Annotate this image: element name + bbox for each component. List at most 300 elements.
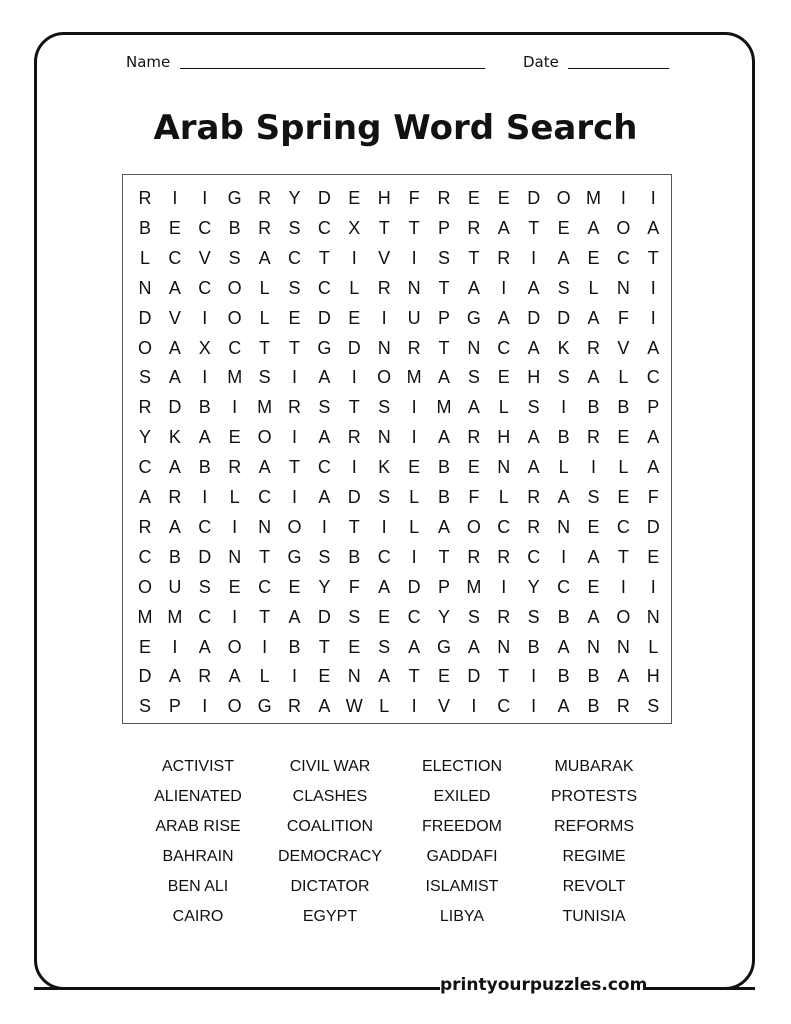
grid-letter[interactable]: A — [557, 247, 570, 268]
grid-letter[interactable]: I — [411, 247, 417, 268]
grid-letter[interactable]: E — [497, 367, 510, 388]
grid-letter[interactable]: M — [227, 367, 243, 388]
grid-letter[interactable]: R — [497, 247, 511, 268]
grid-letter[interactable]: E — [378, 606, 391, 627]
grid-letter[interactable]: F — [617, 307, 629, 328]
grid-letter[interactable]: E — [318, 666, 331, 687]
grid-letter[interactable]: C — [377, 546, 391, 567]
grid-letter[interactable]: M — [406, 367, 422, 388]
grid-letter[interactable]: S — [557, 277, 570, 298]
grid-letter[interactable]: L — [259, 666, 270, 687]
grid-letter[interactable]: A — [527, 457, 540, 478]
grid-letter[interactable]: L — [498, 487, 509, 507]
grid-letter[interactable]: I — [351, 247, 357, 268]
grid-letter[interactable]: D — [317, 188, 331, 208]
grid-letter[interactable]: O — [616, 217, 631, 238]
grid-letter[interactable]: G — [227, 188, 242, 208]
grid-letter[interactable]: I — [232, 397, 238, 418]
grid-letter[interactable]: D — [168, 397, 182, 418]
grid-letter[interactable]: O — [227, 277, 242, 298]
grid-letter[interactable]: D — [527, 307, 541, 328]
grid-letter[interactable]: C — [616, 247, 630, 268]
grid-letter[interactable]: T — [468, 247, 480, 268]
grid-letter[interactable]: R — [587, 337, 600, 358]
grid-letter[interactable]: U — [407, 307, 421, 328]
grid-letter[interactable]: D — [557, 307, 571, 328]
grid-letter[interactable]: B — [168, 546, 181, 567]
grid-letter[interactable]: O — [466, 516, 481, 537]
grid-letter[interactable]: V — [617, 337, 630, 358]
grid-letter[interactable]: N — [377, 427, 391, 448]
grid-letter[interactable]: I — [202, 307, 208, 328]
grid-letter[interactable]: A — [497, 307, 510, 328]
grid-letter[interactable]: E — [587, 516, 600, 537]
grid-letter[interactable]: T — [378, 217, 390, 238]
grid-letter[interactable]: D — [317, 606, 331, 627]
grid-letter[interactable]: C — [288, 247, 301, 268]
grid-letter[interactable]: A — [467, 277, 480, 298]
grid-letter[interactable]: S — [318, 397, 331, 418]
grid-letter[interactable]: O — [616, 606, 631, 627]
grid-letter[interactable]: I — [262, 636, 268, 657]
grid-letter[interactable]: R — [407, 337, 421, 358]
grid-letter[interactable]: A — [647, 427, 660, 448]
grid-letter[interactable]: X — [198, 337, 211, 358]
grid-letter[interactable]: E — [647, 546, 660, 567]
grid-letter[interactable]: E — [228, 427, 241, 448]
grid-letter[interactable]: A — [168, 457, 181, 478]
grid-letter[interactable]: V — [168, 307, 181, 328]
grid-letter[interactable]: T — [408, 666, 420, 687]
grid-letter[interactable]: A — [408, 636, 421, 657]
grid-letter[interactable]: E — [228, 576, 241, 597]
grid-letter[interactable]: I — [351, 457, 357, 478]
grid-letter[interactable]: N — [258, 516, 272, 537]
grid-letter[interactable]: E — [138, 636, 151, 657]
grid-letter[interactable]: A — [557, 636, 570, 657]
grid-letter[interactable]: C — [168, 247, 182, 268]
grid-letter[interactable]: C — [258, 576, 272, 597]
grid-letter[interactable]: T — [528, 217, 540, 238]
grid-letter[interactable]: O — [257, 427, 272, 448]
name-line[interactable] — [180, 68, 485, 69]
grid-letter[interactable]: B — [198, 457, 211, 478]
grid-letter[interactable]: P — [437, 307, 450, 328]
grid-letter[interactable]: T — [348, 516, 360, 537]
grid-letter[interactable]: Y — [288, 188, 301, 208]
grid-letter[interactable]: A — [168, 666, 181, 687]
grid-letter[interactable]: I — [202, 188, 208, 208]
grid-letter[interactable]: A — [587, 307, 600, 328]
grid-letter[interactable]: L — [618, 457, 629, 478]
grid-letter[interactable]: A — [288, 606, 301, 627]
grid-letter[interactable]: I — [411, 546, 417, 567]
grid-letter[interactable]: A — [228, 666, 241, 687]
grid-letter[interactable]: T — [348, 397, 360, 418]
grid-letter[interactable]: C — [138, 457, 152, 478]
grid-letter[interactable]: E — [437, 666, 450, 687]
grid-letter[interactable]: S — [647, 696, 660, 717]
grid-letter[interactable]: O — [377, 367, 392, 388]
grid-letter[interactable]: I — [202, 487, 208, 507]
grid-letter[interactable]: I — [381, 307, 387, 328]
grid-letter[interactable]: A — [258, 457, 271, 478]
grid-letter[interactable]: A — [557, 696, 570, 717]
grid-letter[interactable]: I — [172, 636, 178, 657]
grid-letter[interactable]: A — [318, 427, 331, 448]
grid-letter[interactable]: B — [228, 217, 241, 238]
grid-letter[interactable]: L — [498, 397, 509, 418]
grid-letter[interactable]: E — [467, 457, 480, 478]
date-line[interactable] — [568, 68, 669, 69]
grid-letter[interactable]: E — [408, 457, 421, 478]
grid-letter[interactable]: F — [408, 188, 420, 208]
grid-letter[interactable]: E — [617, 427, 630, 448]
grid-letter[interactable]: V — [198, 247, 211, 268]
grid-letter[interactable]: B — [348, 546, 361, 567]
grid-letter[interactable]: O — [287, 516, 302, 537]
grid-letter[interactable]: I — [411, 696, 417, 717]
grid-letter[interactable]: S — [527, 606, 540, 627]
grid-letter[interactable]: A — [258, 247, 271, 268]
grid-letter[interactable]: D — [317, 307, 331, 328]
grid-letter[interactable]: D — [347, 487, 361, 507]
grid-letter[interactable]: L — [379, 696, 390, 717]
grid-letter[interactable]: R — [497, 546, 511, 567]
grid-letter[interactable]: R — [198, 666, 212, 687]
grid-letter[interactable]: M — [257, 397, 273, 418]
grid-letter[interactable]: I — [501, 576, 507, 597]
grid-letter[interactable]: N — [407, 277, 421, 298]
grid-letter[interactable]: N — [497, 636, 511, 657]
grid-letter[interactable]: G — [436, 636, 451, 657]
grid-letter[interactable]: E — [497, 188, 510, 208]
grid-letter[interactable]: B — [617, 397, 630, 418]
grid-letter[interactable]: R — [467, 546, 481, 567]
grid-letter[interactable]: S — [288, 217, 301, 238]
grid-letter[interactable]: M — [137, 606, 153, 627]
grid-letter[interactable]: P — [437, 576, 450, 597]
grid-letter[interactable]: I — [620, 576, 626, 597]
grid-letter[interactable]: A — [557, 487, 570, 507]
grid-letter[interactable]: S — [527, 397, 540, 418]
grid-letter[interactable]: K — [378, 457, 391, 478]
grid-letter[interactable]: E — [587, 247, 600, 268]
grid-letter[interactable]: R — [587, 427, 600, 448]
grid-letter[interactable]: P — [647, 397, 660, 418]
grid-letter[interactable]: L — [259, 277, 270, 298]
grid-letter[interactable]: T — [318, 636, 330, 657]
grid-letter[interactable]: D — [527, 188, 541, 208]
grid-letter[interactable]: S — [318, 546, 331, 567]
grid-letter[interactable]: R — [138, 516, 152, 537]
grid-letter[interactable]: R — [467, 427, 481, 448]
grid-letter[interactable]: M — [586, 188, 601, 208]
grid-letter[interactable]: L — [349, 277, 360, 298]
grid-letter[interactable]: S — [587, 487, 600, 507]
grid-letter[interactable]: E — [557, 217, 570, 238]
grid-letter[interactable]: L — [259, 307, 270, 328]
grid-letter[interactable]: I — [561, 397, 567, 418]
grid-letter[interactable]: I — [232, 606, 238, 627]
grid-letter[interactable]: D — [347, 337, 361, 358]
grid-letter[interactable]: B — [138, 217, 151, 238]
grid-letter[interactable]: L — [648, 636, 659, 657]
grid-letter[interactable]: G — [317, 337, 332, 358]
grid-letter[interactable]: R — [527, 487, 541, 507]
grid-letter[interactable]: H — [497, 427, 511, 448]
grid-letter[interactable]: R — [138, 397, 152, 418]
grid-letter[interactable]: T — [259, 337, 271, 358]
grid-letter[interactable]: R — [377, 277, 391, 298]
grid-letter[interactable]: A — [198, 427, 211, 448]
grid-letter[interactable]: G — [257, 696, 272, 717]
grid-letter[interactable]: V — [437, 696, 450, 717]
grid-letter[interactable]: A — [168, 337, 181, 358]
grid-letter[interactable]: M — [466, 576, 482, 597]
grid-letter[interactable]: B — [587, 696, 600, 717]
grid-letter[interactable]: F — [348, 576, 360, 597]
grid-letter[interactable]: A — [647, 457, 660, 478]
grid-letter[interactable]: R — [258, 188, 272, 208]
grid-letter[interactable]: C — [497, 337, 511, 358]
grid-letter[interactable]: I — [291, 367, 297, 388]
grid-letter[interactable]: I — [650, 277, 656, 298]
grid-letter[interactable]: N — [557, 516, 571, 537]
grid-letter[interactable]: T — [289, 337, 300, 358]
grid-letter[interactable]: R — [168, 487, 182, 507]
grid-letter[interactable]: I — [531, 696, 537, 717]
grid-letter[interactable]: R — [138, 188, 152, 208]
grid-letter[interactable]: C — [198, 217, 212, 238]
grid-letter[interactable]: I — [202, 367, 208, 388]
grid-letter[interactable]: S — [138, 367, 151, 388]
grid-letter[interactable]: N — [467, 337, 481, 358]
grid-letter[interactable]: N — [497, 457, 511, 478]
grid-letter[interactable]: C — [198, 606, 212, 627]
grid-letter[interactable]: R — [228, 457, 242, 478]
grid-letter[interactable]: B — [557, 427, 570, 448]
grid-letter[interactable]: I — [471, 696, 477, 717]
grid-letter[interactable]: R — [527, 516, 541, 537]
grid-letter[interactable]: N — [228, 546, 242, 567]
grid-letter[interactable]: I — [291, 666, 297, 687]
grid-letter[interactable]: L — [229, 487, 240, 507]
grid-letter[interactable]: D — [407, 576, 421, 597]
grid-letter[interactable]: R — [467, 217, 481, 238]
grid-letter[interactable]: I — [531, 666, 537, 687]
grid-letter[interactable]: C — [646, 367, 660, 388]
grid-letter[interactable]: E — [168, 217, 181, 238]
grid-letter[interactable]: I — [650, 576, 656, 597]
grid-letter[interactable]: C — [317, 217, 331, 238]
grid-letter[interactable]: L — [409, 487, 420, 507]
grid-letter[interactable]: N — [347, 666, 361, 687]
grid-letter[interactable]: A — [617, 666, 630, 687]
grid-letter[interactable]: A — [587, 367, 600, 388]
grid-letter[interactable]: S — [557, 367, 570, 388]
grid-letter[interactable]: P — [168, 696, 181, 717]
grid-letter[interactable]: A — [138, 487, 151, 507]
grid-letter[interactable]: B — [437, 487, 450, 507]
grid-letter[interactable]: O — [227, 696, 242, 717]
grid-letter[interactable]: O — [227, 307, 242, 328]
grid-letter[interactable]: T — [438, 277, 450, 298]
grid-letter[interactable]: C — [258, 487, 272, 507]
grid-letter[interactable]: B — [587, 397, 600, 418]
grid-letter[interactable]: F — [468, 487, 480, 507]
grid-letter[interactable]: A — [467, 397, 480, 418]
grid-letter[interactable]: I — [650, 188, 656, 208]
grid-letter[interactable]: I — [232, 516, 238, 537]
grid-letter[interactable]: A — [378, 576, 391, 597]
grid-letter[interactable]: A — [378, 666, 391, 687]
grid-letter[interactable]: N — [587, 636, 600, 657]
grid-letter[interactable]: I — [411, 427, 417, 448]
grid-letter[interactable]: A — [497, 217, 510, 238]
grid-letter[interactable]: E — [348, 307, 361, 328]
grid-letter[interactable]: A — [318, 696, 331, 717]
grid-letter[interactable]: C — [198, 277, 212, 298]
grid-letter[interactable]: O — [556, 188, 571, 208]
grid-letter[interactable]: N — [377, 337, 391, 358]
grid-letter[interactable]: D — [646, 516, 660, 537]
grid-letter[interactable]: E — [617, 487, 630, 507]
grid-letter[interactable]: T — [647, 247, 659, 268]
grid-letter[interactable]: S — [138, 696, 151, 717]
grid-letter[interactable]: M — [167, 606, 183, 627]
grid-letter[interactable]: G — [466, 307, 481, 328]
grid-letter[interactable]: T — [259, 546, 271, 567]
grid-letter[interactable]: A — [587, 606, 600, 627]
grid-letter[interactable]: D — [198, 546, 212, 567]
grid-letter[interactable]: S — [288, 277, 301, 298]
grid-letter[interactable]: C — [317, 277, 331, 298]
grid-letter[interactable]: I — [172, 188, 178, 208]
grid-letter[interactable]: A — [437, 427, 450, 448]
grid-letter[interactable]: I — [590, 457, 596, 478]
grid-letter[interactable]: B — [527, 636, 540, 657]
grid-letter[interactable]: A — [467, 636, 480, 657]
grid-letter[interactable]: F — [647, 487, 659, 507]
grid-letter[interactable]: C — [497, 696, 511, 717]
grid-letter[interactable]: A — [168, 277, 181, 298]
grid-letter[interactable]: C — [616, 516, 630, 537]
grid-letter[interactable]: I — [650, 307, 656, 328]
grid-letter[interactable]: T — [617, 546, 629, 567]
grid-letter[interactable]: S — [467, 367, 480, 388]
grid-letter[interactable]: L — [409, 516, 420, 537]
grid-letter[interactable]: Y — [318, 576, 331, 597]
grid-letter[interactable]: C — [497, 516, 511, 537]
grid-letter[interactable]: A — [587, 546, 600, 567]
grid-letter[interactable]: C — [198, 516, 212, 537]
grid-letter[interactable]: A — [647, 337, 660, 358]
grid-letter[interactable]: R — [347, 427, 361, 448]
grid-letter[interactable]: S — [378, 487, 391, 507]
grid-letter[interactable]: T — [498, 666, 510, 687]
grid-letter[interactable]: C — [527, 546, 541, 567]
grid-letter[interactable]: I — [291, 487, 297, 507]
grid-letter[interactable]: S — [378, 397, 391, 418]
grid-letter[interactable]: B — [587, 666, 600, 687]
grid-letter[interactable]: I — [321, 516, 327, 537]
grid-letter[interactable]: R — [258, 217, 272, 238]
grid-letter[interactable]: L — [588, 277, 599, 298]
grid-letter[interactable]: E — [348, 636, 361, 657]
grid-letter[interactable]: X — [348, 217, 361, 238]
grid-letter[interactable]: H — [527, 367, 541, 388]
grid-letter[interactable]: S — [198, 576, 211, 597]
grid-letter[interactable]: O — [137, 576, 152, 597]
grid-letter[interactable]: W — [345, 696, 363, 717]
grid-letter[interactable]: E — [467, 188, 480, 208]
grid-letter[interactable]: A — [198, 636, 211, 657]
grid-letter[interactable]: S — [378, 636, 391, 657]
grid-letter[interactable]: R — [437, 188, 451, 208]
grid-letter[interactable]: S — [437, 247, 450, 268]
grid-letter[interactable]: N — [138, 277, 152, 298]
grid-letter[interactable]: B — [557, 666, 570, 687]
grid-letter[interactable]: A — [587, 217, 600, 238]
grid-letter[interactable]: I — [381, 516, 387, 537]
grid-letter[interactable]: C — [138, 546, 152, 567]
grid-letter[interactable]: D — [467, 666, 481, 687]
grid-letter[interactable]: L — [618, 367, 629, 388]
grid-letter[interactable]: P — [437, 217, 450, 238]
grid-letter[interactable]: R — [288, 696, 301, 717]
grid-letter[interactable]: V — [378, 247, 391, 268]
grid-letter[interactable]: T — [408, 217, 420, 238]
grid-letter[interactable]: O — [227, 636, 242, 657]
grid-letter[interactable]: C — [228, 337, 242, 358]
grid-letter[interactable]: I — [531, 247, 537, 268]
grid-letter[interactable]: S — [258, 367, 271, 388]
grid-letter[interactable]: E — [348, 188, 361, 208]
grid-letter[interactable]: E — [587, 576, 600, 597]
grid-letter[interactable]: T — [259, 606, 271, 627]
grid-letter[interactable]: N — [616, 636, 630, 657]
grid-letter[interactable]: D — [138, 307, 152, 328]
grid-letter[interactable]: E — [288, 307, 301, 328]
grid-letter[interactable]: A — [437, 516, 450, 537]
grid-letter[interactable]: C — [317, 457, 331, 478]
grid-letter[interactable]: N — [646, 606, 660, 627]
grid-letter[interactable]: T — [289, 457, 300, 478]
grid-letter[interactable]: T — [318, 247, 330, 268]
grid-letter[interactable]: I — [202, 696, 208, 717]
grid-letter[interactable]: I — [620, 188, 626, 208]
grid-letter[interactable]: D — [138, 666, 152, 687]
grid-letter[interactable]: Y — [138, 427, 151, 448]
grid-letter[interactable]: I — [291, 427, 297, 448]
grid-letter[interactable]: A — [647, 217, 660, 238]
grid-letter[interactable]: Y — [437, 606, 450, 627]
grid-letter[interactable]: H — [646, 666, 660, 687]
grid-letter[interactable]: S — [228, 247, 241, 268]
grid-letter[interactable]: A — [527, 337, 540, 358]
grid-letter[interactable]: A — [437, 367, 450, 388]
grid-letter[interactable]: A — [168, 367, 181, 388]
grid-letter[interactable]: S — [467, 606, 480, 627]
grid-letter[interactable]: L — [139, 247, 150, 268]
grid-letter[interactable]: U — [168, 576, 182, 597]
grid-letter[interactable]: B — [437, 457, 450, 478]
grid-letter[interactable]: T — [438, 337, 450, 358]
grid-letter[interactable]: I — [561, 546, 567, 567]
grid-letter[interactable]: B — [198, 397, 211, 418]
grid-letter[interactable]: R — [497, 606, 511, 627]
